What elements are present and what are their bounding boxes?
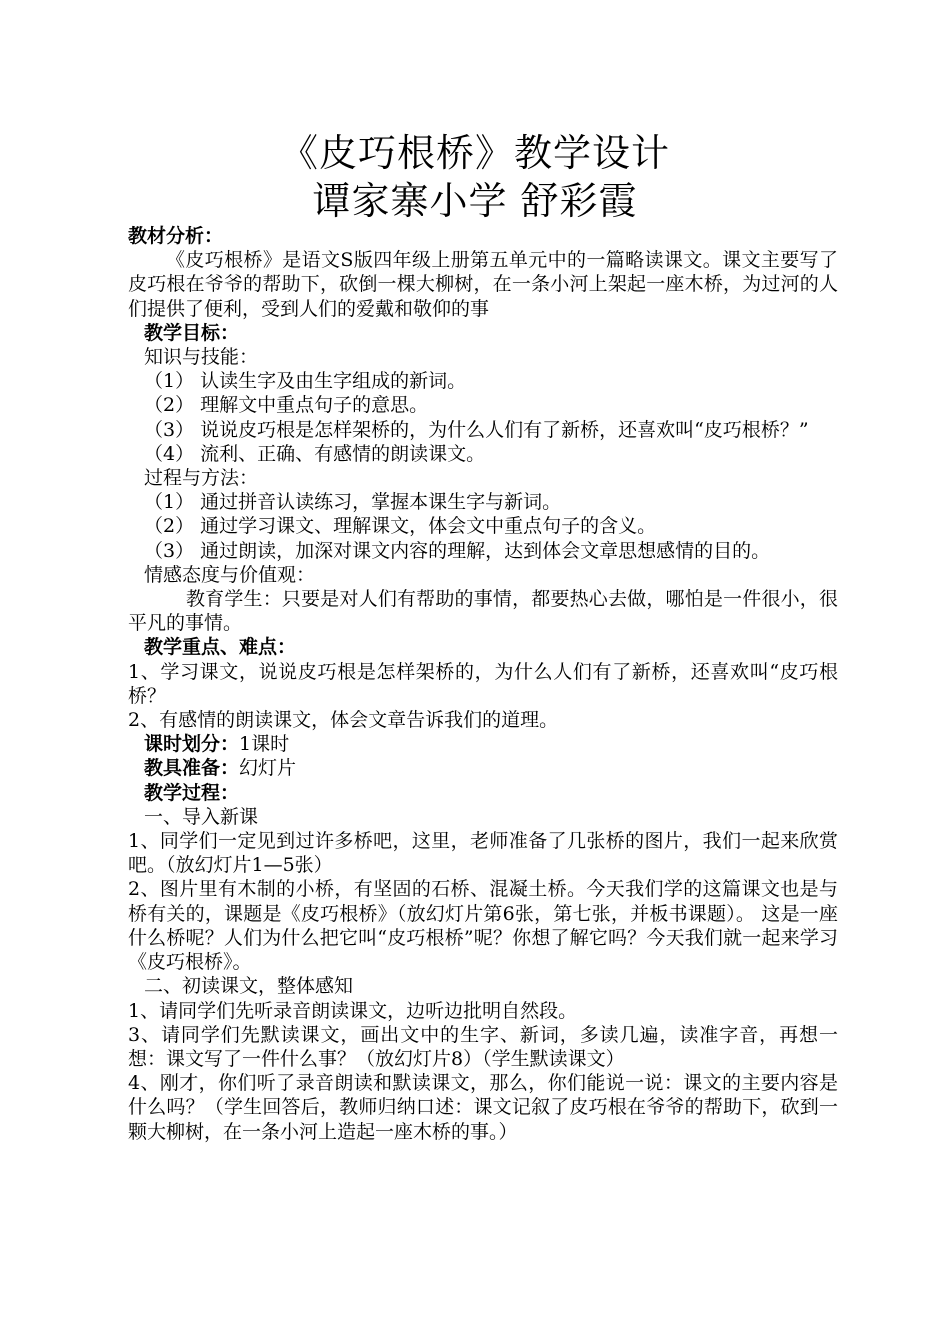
list-item: （1） 通过拼音认读练习，掌握本课生字与新词。: [144, 491, 562, 514]
author-line: 谭家寨小学 舒彩霞: [312, 179, 638, 223]
list-item: （4） 流利、正确、有感情的朗读课文。: [144, 442, 486, 465]
process-heading: 过程与方法：: [144, 467, 259, 490]
list-item: （2） 通过学习课文、理解课文，体会文中重点句子的含义。: [144, 515, 657, 538]
analysis-text: 《皮巧根桥》是语文S版四年级上册第五单元中的一篇略读课文。课文主要写了皮巧根在爷爷的帮助下，砍倒一棵大柳树，在一条小河上架起一座木桥，为过河的人们提供了便利，受到人们的爱戴和敬仰的事: [128, 249, 838, 320]
part1-heading: 一、导入新课: [144, 805, 259, 828]
list-item: 3、请同学们先默读课文，画出文中的生字、新词，多读几遍，读准字音，再想一想：课文写了一件什么事？（放幻灯片8）（学生默读课文）: [128, 1023, 838, 1070]
list-item: 1、学习课文，说说皮巧根是怎样架桥的，为什么人们有了新桥，还喜欢叫“皮巧根桥？: [128, 660, 838, 707]
keypoints-heading: 教学重点、难点：: [144, 636, 297, 659]
list-item: 4、刚才，你们听了录音朗读和默读课文，那么，你们能说一说：课文的主要内容是什么吗？（学生回答后，教师归纳口述：课文记叙了皮巧根在爷爷的帮助下，砍到一颗大柳树，在一条小河上造起一座木桥的事。）: [128, 1072, 838, 1143]
tools-label: 教具准备：: [144, 757, 240, 780]
part2-heading: 二、初读课文，整体感知: [144, 975, 354, 998]
list-item: （3） 通过朗读，加深对课文内容的理解，达到体会文章思想感情的目的。: [144, 539, 771, 562]
document-body: [128, 224, 838, 1144]
procedure-heading: 教学过程：: [144, 781, 240, 804]
list-item: 2、图片里有木制的小桥，有坚固的石桥、混凝土桥。今天我们学的这篇课文也是与桥有关的，课题是《皮巧根桥》（放幻灯片第6张，第七张，并板书课题）。 这是一座什么桥呢？人们为什么把它叫“皮巧根桥”呢？你想了解它吗？今天我们就一起来学习《皮巧根桥》。: [128, 878, 838, 974]
hours-label: 课时划分：: [144, 733, 240, 756]
hours-value: 1课时: [239, 733, 290, 756]
document-title: 《皮巧根桥》教学设计: [279, 131, 670, 175]
analysis-heading: 教材分析：: [128, 225, 224, 247]
tools-value: 幻灯片: [239, 757, 297, 780]
emotion-text: 教育学生：只要是对人们有帮助的事情，都要热心去做，哪怕是一件很小，很平凡的事情。: [128, 588, 838, 635]
list-item: （3） 说说皮巧根是怎样架桥的，为什么人们有了新桥，还喜欢叫“皮巧根桥？”: [144, 418, 809, 441]
list-item: 2、有感情的朗读课文，体会文章告诉我们的道理。: [128, 709, 559, 732]
knowledge-heading: 知识与技能：: [144, 346, 259, 369]
list-item: 1、同学们一定见到过许多桥吧，这里，老师准备了几张桥的图片，我们一起来欣赏吧。（放幻灯片1—5张）: [128, 830, 838, 877]
list-item: （1） 认读生字及由生字组成的新词。: [144, 370, 467, 393]
emotion-heading: 情感态度与价值观：: [144, 563, 316, 586]
goals-heading: 教学目标：: [144, 321, 240, 344]
list-item: （2） 理解文中重点句子的意思。: [144, 394, 429, 417]
list-item: 1、请同学们先听录音朗读课文，边听边批明自然段。: [128, 999, 578, 1022]
tools-line: [128, 756, 838, 780]
hours-line: [128, 732, 838, 756]
